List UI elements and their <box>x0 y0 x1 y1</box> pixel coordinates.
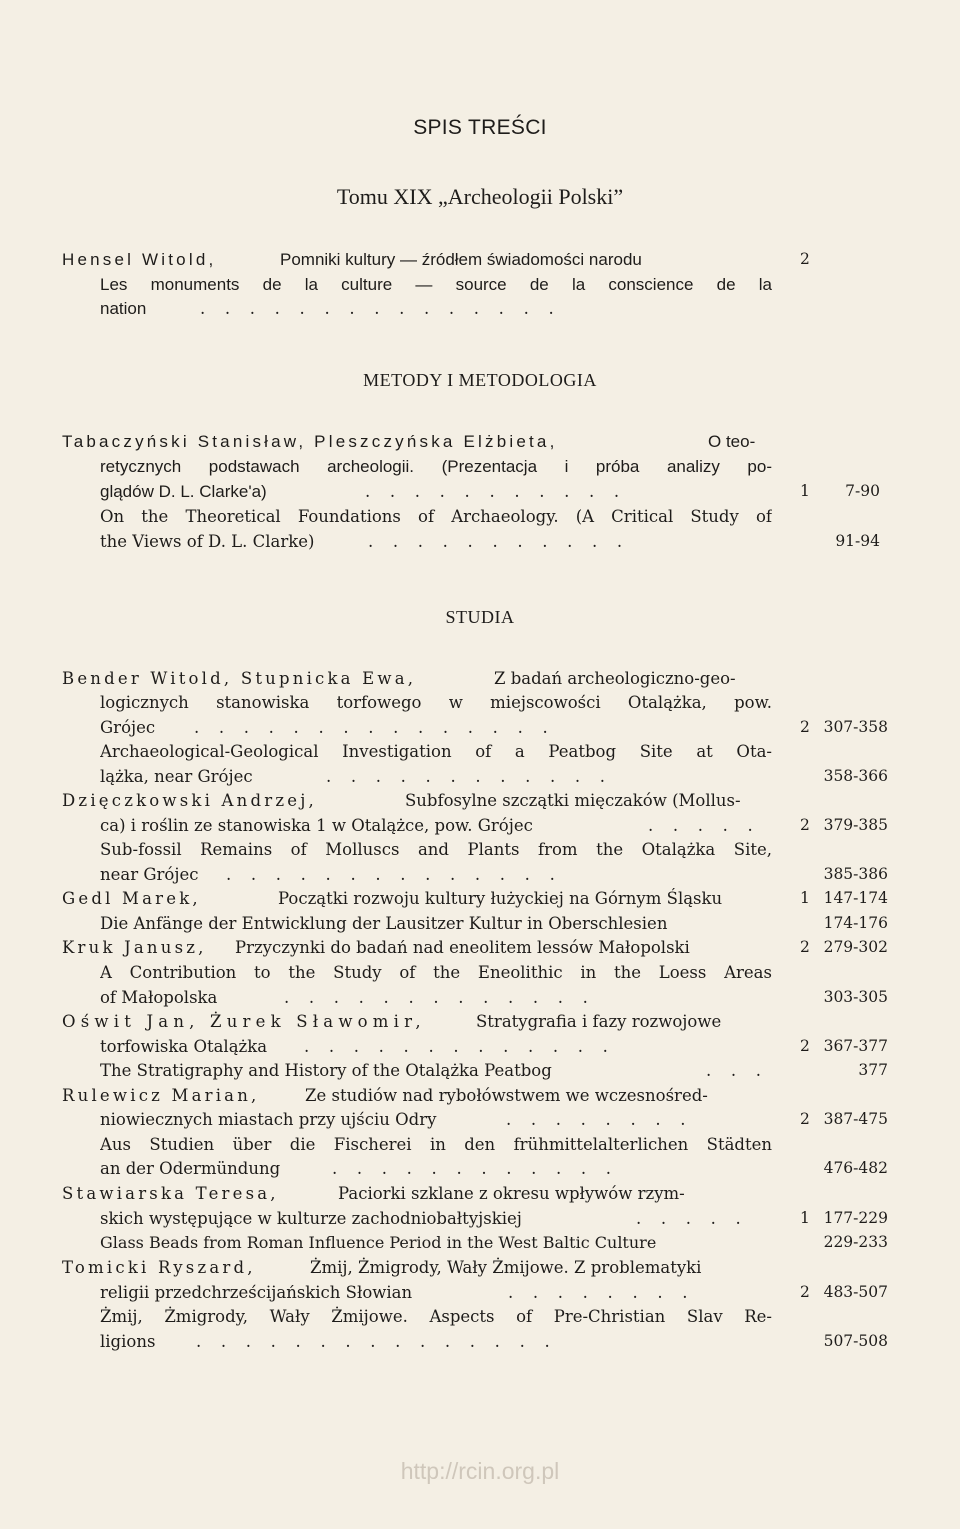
dot-leader: . . . . . . . . . . . . . . <box>226 865 563 884</box>
entry-line <box>0 837 960 862</box>
entry-pages: 387-475 <box>823 1110 888 1128</box>
entry-title-translation: of Małopolska <box>100 988 218 1007</box>
dot-leader: . . . . . . . . . . . . . . . <box>194 718 555 737</box>
entry-line <box>0 296 960 321</box>
toc-entry-stawiarska[interactable] <box>0 1181 960 1206</box>
entry-title-translation: Aus Studien über die Fischerei in den frühmittelalterlichen Städten <box>100 1135 772 1154</box>
entry-line <box>0 1156 960 1181</box>
entry-line <box>0 1280 960 1305</box>
dot-leader: . . . . . <box>648 816 761 835</box>
entry-author: Hensel Witold, <box>62 250 217 269</box>
entry-pages: 377 <box>858 1061 888 1079</box>
section-heading-methods: METODY I METODOLOGIA <box>363 370 597 390</box>
entry-pages: 476-482 <box>823 1159 888 1177</box>
entry-line <box>0 504 960 529</box>
entry-line <box>0 911 960 936</box>
toc-entry-rulewicz[interactable] <box>0 1083 960 1108</box>
entry-pages: 7-90 <box>845 482 880 500</box>
entry-pages: 483-507 <box>823 1283 888 1301</box>
entry-pages: 385-386 <box>823 865 888 883</box>
entry-line <box>0 1230 960 1255</box>
volume-subtitle: Tomu XIX „Archeologii Polski” <box>336 184 624 209</box>
entry-line <box>0 1329 960 1354</box>
entry-pages: 379-385 <box>823 816 888 834</box>
entry-title: Przyczynki do badań nad eneolitem lessów Małopolski <box>235 938 690 957</box>
entry-line <box>0 454 960 479</box>
entry-author: Kruk Janusz, <box>62 938 207 957</box>
entry-volume: 2 <box>800 1037 810 1055</box>
entry-author: Dzięczkowski Andrzej, <box>62 791 317 810</box>
toc-entry-dzieczkowski[interactable] <box>0 788 960 813</box>
toc-entry-kruk[interactable] <box>0 935 960 960</box>
entry-volume: 2 <box>800 938 810 956</box>
entry-title-translation: lążka, near Grójec <box>100 767 253 786</box>
entry-title-translation: Les monuments de la culture — source de la conscience de la <box>100 275 772 294</box>
entry-title-translation: Sub-fossil Remains of Molluscs and Plants from the Otalążka Site, <box>100 840 772 859</box>
entry-title: skich występujące w kulturze zachodniobałtyjskiej <box>100 1209 522 1228</box>
entry-pages: 91-94 <box>835 532 880 550</box>
toc-entry-tomicki[interactable] <box>0 1255 960 1280</box>
dot-leader: . . . . . . . . . . . <box>368 532 630 551</box>
toc-entry-tabaczynski[interactable] <box>0 429 960 454</box>
entry-author: Bender Witold, Stupnicka Ewa, <box>62 669 417 688</box>
entry-pages: 279-302 <box>823 938 888 956</box>
toc-entry-hensel[interactable] <box>0 247 960 272</box>
entry-title-translation: A Contribution to the Study of the Eneolithic in the Loess Areas <box>100 963 772 982</box>
entry-title: Subfosylne szczątki mięczaków (Mollus- <box>405 791 741 810</box>
entry-title: O teo- <box>708 432 756 451</box>
dot-leader: . . . . . . . . . . . . <box>326 767 613 786</box>
entry-line <box>0 272 960 297</box>
entry-title-translation: an der Odermündung <box>100 1159 281 1178</box>
entry-line <box>0 1206 960 1231</box>
entry-title: Z badań archeologiczno-geo- <box>494 669 736 688</box>
entry-title: religii przedchrześcijańskich Słowian <box>100 1283 413 1302</box>
dot-leader: . . . . . . . . . . . <box>365 482 627 501</box>
entry-line <box>0 715 960 740</box>
entry-title: torfowiska Otalążka <box>100 1037 268 1056</box>
dot-leader: . . . . . . . . . . . . . . . <box>196 1332 557 1351</box>
entry-author: Stawiarska Teresa, <box>62 1184 279 1203</box>
entry-title-translation: near Grójec <box>100 865 199 884</box>
entry-title-translation: Die Anfänge der Entwicklung der Lausitzer Kultur in Oberschlesien <box>100 914 668 933</box>
entry-title: Pomniki kultury — źródłem świadomości narodu <box>280 250 642 269</box>
entry-title: Żmij, Żmigrody, Wały Żmijowe. Z problematyki <box>310 1258 702 1277</box>
entry-pages: 507-508 <box>823 1332 888 1350</box>
entry-line <box>0 813 960 838</box>
entry-line <box>0 862 960 887</box>
entry-author: Tomicki Ryszard, <box>62 1258 256 1277</box>
entry-pages: 307-358 <box>823 718 888 736</box>
entry-line <box>0 1058 960 1083</box>
page-title: SPIS TREŚCI <box>413 116 547 139</box>
entry-title-translation: Żmij, Żmigrody, Wały Żmijowe. Aspects of Pre-Christian Slav Re- <box>100 1307 772 1326</box>
entry-pages: 229-233 <box>823 1233 888 1251</box>
source-watermark: http://rcin.org.pl <box>400 1458 560 1484</box>
entry-line <box>0 960 960 985</box>
entry-pages: 177-229 <box>823 1209 888 1227</box>
dot-leader: . . . . . <box>636 1209 749 1228</box>
entry-author: Oświt Jan, Żurek Sławomir, <box>62 1012 426 1031</box>
dot-leader: . . . <box>706 1061 769 1080</box>
entry-volume: 2 <box>800 250 810 268</box>
entry-title: Początki rozwoju kultury łużyckiej na Górnym Śląsku <box>278 889 723 908</box>
dot-leader: . . . . . . . . . . . . <box>332 1159 619 1178</box>
entry-title: glądów D. L. Clarke'a) <box>100 482 267 501</box>
entry-line <box>0 1034 960 1059</box>
entry-title: logicznych stanowiska torfowego w miejscowości Otalążka, pow. <box>100 693 772 712</box>
entry-volume: 2 <box>800 1110 810 1128</box>
entry-pages: 367-377 <box>823 1037 888 1055</box>
entry-line <box>0 985 960 1010</box>
entry-pages: 174-176 <box>823 914 888 932</box>
entry-pages: 358-366 <box>823 767 888 785</box>
entry-line <box>0 1107 960 1132</box>
dot-leader: . . . . . . . . . . . . . <box>284 988 596 1007</box>
dot-leader: . . . . . . . . . . . . . . . <box>200 299 561 318</box>
entry-volume: 2 <box>800 718 810 736</box>
entry-volume: 2 <box>800 1283 810 1301</box>
entry-title-translation: Glass Beads from Roman Influence Period in the West Baltic Culture <box>100 1233 657 1252</box>
entry-author: Tabaczyński Stanisław, Pleszczyńska Elżbieta, <box>62 432 558 451</box>
entry-line <box>0 1304 960 1329</box>
dot-leader: . . . . . . . . <box>508 1283 695 1302</box>
entry-volume: 2 <box>800 816 810 834</box>
entry-title-translation: the Views of D. L. Clarke) <box>100 532 315 551</box>
dot-leader: . . . . . . . . <box>506 1110 693 1129</box>
entry-author: Gedl Marek, <box>62 889 201 908</box>
toc-entry-oswit[interactable] <box>0 1009 960 1034</box>
entry-volume: 1 <box>800 889 810 907</box>
entry-line <box>0 764 960 789</box>
entry-title-translation: nation <box>100 299 147 318</box>
entry-title: niowiecznych miastach przy ujściu Odry <box>100 1110 437 1129</box>
entry-title-translation: Archaeological-Geological Investigation of a Peatbog Site at Ota- <box>100 742 772 761</box>
entry-title: Stratygrafia i fazy rozwojowe <box>476 1012 722 1031</box>
entry-title: Grójec <box>100 718 156 737</box>
toc-entry-bender[interactable] <box>0 666 960 691</box>
entry-line <box>0 690 960 715</box>
entry-volume: 1 <box>800 1209 810 1227</box>
toc-entry-gedl[interactable] <box>0 886 960 911</box>
entry-title: retycznych podstawach archeologii. (Prezentacja i próba analizy po- <box>100 457 772 476</box>
entry-title: ca) i roślin ze stanowiska 1 w Otalążce, pow. Grójec <box>100 816 533 835</box>
entry-title-translation: The Stratigraphy and History of the Otalążka Peatbog <box>100 1061 552 1080</box>
entry-line <box>0 529 960 554</box>
entry-line <box>0 739 960 764</box>
entry-pages: 147-174 <box>823 889 888 907</box>
entry-title-translation: ligions <box>100 1332 156 1351</box>
entry-title: Paciorki szklane z okresu wpływów rzym- <box>338 1184 685 1203</box>
entry-title: Ze studiów nad rybołówstwem we wczesnośred- <box>305 1086 708 1105</box>
entry-author: Rulewicz Marian, <box>62 1086 260 1105</box>
entry-title-translation: On the Theoretical Foundations of Archaeology. (A Critical Study of <box>100 507 772 526</box>
entry-pages: 303-305 <box>823 988 888 1006</box>
dot-leader: . . . . . . . . . . . . . <box>304 1037 616 1056</box>
entry-line <box>0 1132 960 1157</box>
entry-line <box>0 479 960 504</box>
entry-volume: 1 <box>800 482 810 500</box>
section-heading-studies: STUDIA <box>445 607 515 627</box>
